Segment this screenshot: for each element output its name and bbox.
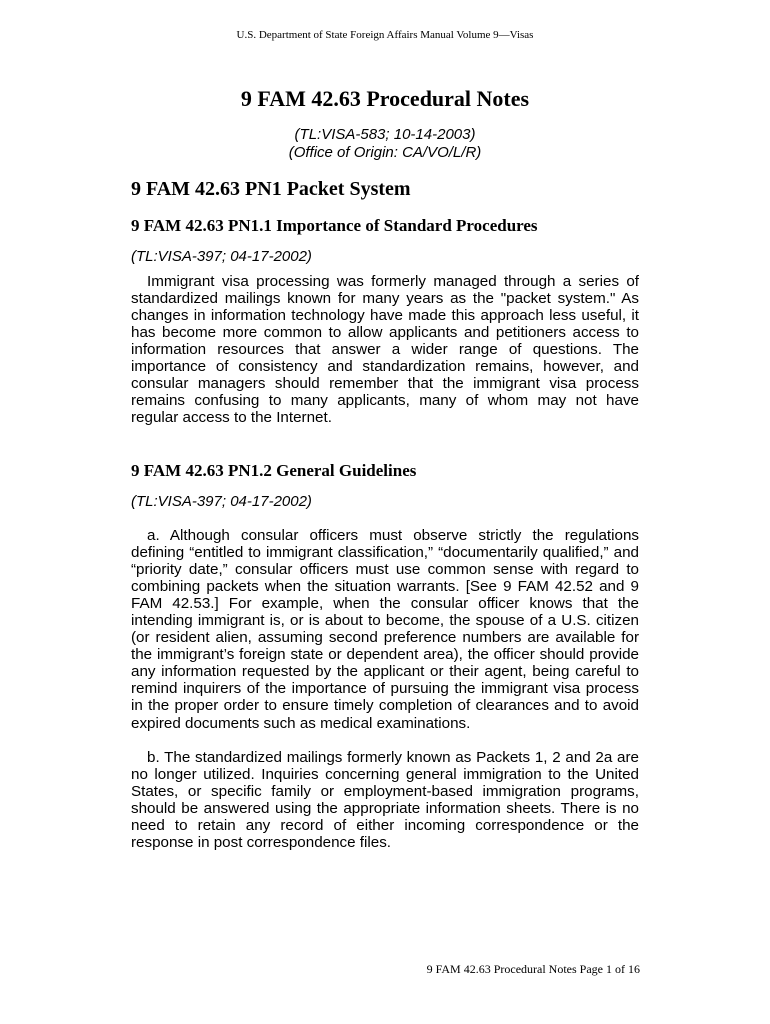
section-transmittal: (TL:VISA-397; 04-17-2002)	[131, 248, 312, 265]
page-footer: 9 FAM 42.63 Procedural Notes Page 1 of 16	[426, 962, 640, 976]
running-header: U.S. Department of State Foreign Affairs Manual Volume 9—Visas	[236, 29, 534, 41]
paragraph-b: b. The standardized mailings formerly known as Packets 1, 2 and 2a are no longer utilized. Inquiries concerning general immigration to the United States, or specific family or employment-based immigration programs, should be answered using the appropriate information sheets. There is no need to retain any record of either incoming correspondence or the response in post correspondence files.	[131, 749, 639, 852]
paragraph: Immigrant visa processing was formerly managed through a series of standardized mailings known for many years as the "packet system." As changes in information technology have made this approach less useful, it has become more common to allow applicants and petitioners access to information resources that answer a wider range of questions. The importance of consistency and standardization remains, however, and consular managers should remember that the immigrant visa process remains confusing to many applicants, many of whom may not have regular access to the Internet.	[131, 273, 639, 427]
office-of-origin: (Office of Origin: CA/VO/L/R)	[288, 144, 482, 161]
section-heading-pn1-2: 9 FAM 42.63 PN1.2 General Guidelines	[131, 461, 417, 480]
page-title: 9 FAM 42.63 Procedural Notes	[240, 86, 530, 111]
paragraph-a: a. Although consular officers must observe strictly the regulations defining “entitled to immigrant classification,” “documentarily qualified,” and “priority date,” consular officers must use common sense with regard to combining packets when the situation warrants. [See 9 FAM 42.52 and 9 FAM 42.53.] For example, when the consular officer knows that the intending immigrant is, or is about to become, the spouse of a U.S. citizen (or resident alien, assuming second preference numbers are available for the immigrant’s foreign state or dependent area), the officer should provide any information requested by the applicant or their agent, being careful to remind inquirers of the importance of pursuing the immigrant visa process in the proper order to ensure timely completion of clearances and to avoid expired documents such as medical examinations.	[131, 527, 639, 732]
section-heading-pn1-1: 9 FAM 42.63 PN1.1 Importance of Standard Procedures	[131, 216, 538, 235]
section-heading-pn1: 9 FAM 42.63 PN1 Packet System	[131, 178, 411, 200]
section-transmittal: (TL:VISA-397; 04-17-2002)	[131, 493, 312, 510]
title-transmittal: (TL:VISA-583; 10-14-2003)	[294, 126, 476, 143]
